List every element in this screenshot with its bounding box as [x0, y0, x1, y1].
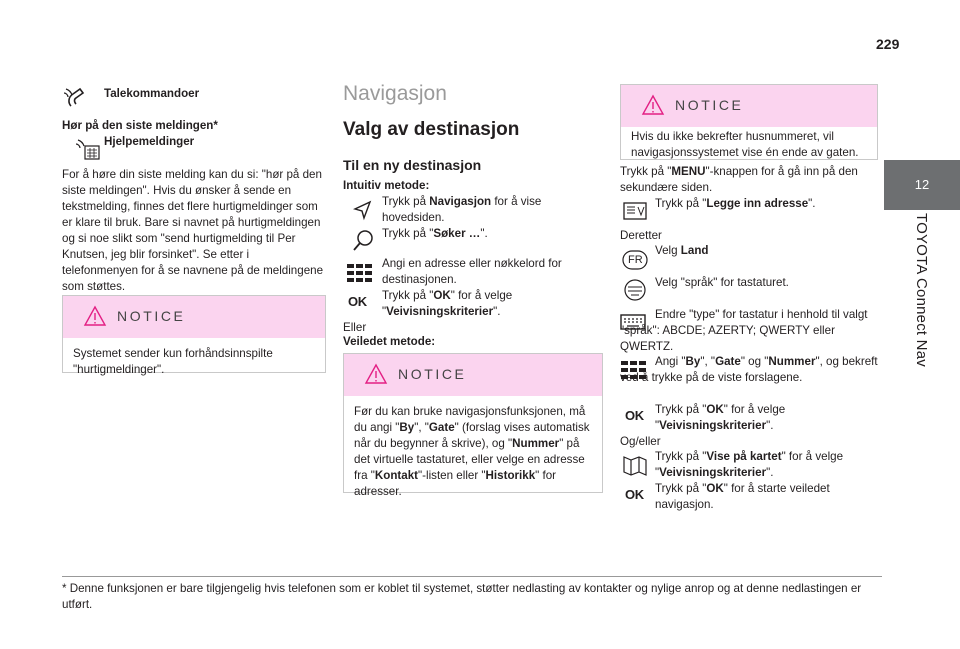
- new-destination-heading: Til en ny destinasjon: [343, 157, 482, 173]
- voice-commands-heading: Talekommandoer: [104, 87, 200, 100]
- map-icon: [622, 452, 648, 478]
- intuitive-method-label: Intuitiv metode:: [343, 179, 430, 192]
- step-search: Trykk på "Søker …".: [382, 227, 488, 240]
- step-ok: Trykk på "OK" for å velge "Veivisningskriterier".: [655, 403, 786, 432]
- section-title: Navigasjon: [343, 82, 447, 105]
- step-language: Velg "språk" for tastaturet.: [655, 276, 789, 289]
- ok-button-icon: OK: [625, 408, 644, 423]
- step-navigation: Trykk på Navigasjon for å vise hovedsiden.: [382, 195, 542, 224]
- or-label: Eller: [343, 321, 367, 334]
- navigation-arrow-icon: [350, 196, 376, 222]
- help-messages-heading: Hjelpemeldinger: [104, 135, 195, 148]
- notice-label: NOTICE: [398, 366, 467, 382]
- notice-text: Hvis du ikke bekrefter husnummeret, vil navigasjonssystemet vise én ende av gaten.: [631, 130, 859, 159]
- voice-body-text: For å høre din siste melding kan du si: "hør på den siste meldingen". Hvis du ønsker å sende en tekstmelding, finnes det flere hurtigmeldinger som er klare til bruk. Bare si navnet på hurtigmeldingen og si noe slikt som "send hurtigmelding til Per Knutsen, jeg blir forsinket". Se etter i telefonmenyen for å se navnene på de meldingene som støttes.: [62, 168, 324, 293]
- step-enter-address: Angi en adresse eller nøkkelord for destinasjonen.: [382, 257, 562, 286]
- help-messages-icon: [76, 136, 102, 162]
- address-entry-icon: [622, 198, 648, 224]
- step-country: Velg Land: [655, 244, 709, 257]
- warning-triangle-icon: [641, 94, 665, 116]
- notice-header: [344, 354, 602, 396]
- notice-text: Systemet sender kun forhåndsinnspilte "hurtigmeldinger".: [73, 347, 273, 376]
- ok-button-icon: OK: [625, 487, 644, 502]
- listen-last-message-line: Hør på den siste meldingen*: [62, 119, 218, 132]
- search-icon: [350, 228, 376, 254]
- warning-triangle-icon: [83, 305, 107, 327]
- notice-text: Før du kan bruke navigasjonsfunksjonen, må du angi "By", "Gate" (forslag vises automatisk når du begynner å skrive), og "Nummer" på det virtuelle tastaturet, eller velge en adresse fra "Kontakt"-listen eller "Historikk" for adresser.: [354, 405, 590, 498]
- keyboard-grid-icon: [346, 260, 372, 286]
- ok-button-icon: OK: [348, 294, 367, 309]
- step-start-navigation: Trykk på "OK" for å starte veiledet navigasjon.: [655, 482, 830, 511]
- guided-method-label: Veiledet metode:: [343, 335, 436, 348]
- country-icon: [622, 247, 648, 273]
- page-number: 229: [876, 36, 900, 52]
- step-enter-address-menu: Trykk på "Legge inn adresse".: [655, 197, 816, 210]
- step-ok: Trykk på "OK" for å velge "Veivisningskriterier".: [382, 289, 513, 318]
- step-city-street-number: Angi "By", "Gate" og "Nummer", og bekreft ved å trykke på de viste forslagene.: [620, 355, 878, 384]
- menu-intro: Trykk på "MENU"-knappen for å gå inn på den sekundære siden.: [620, 165, 858, 194]
- chapter-tab[interactable]: 12: [884, 160, 960, 210]
- notice-box-2: [343, 353, 603, 498]
- step-keyboard-type: Endre "type" for tastatur i henhold til valgt "språk": ABCDE; AZERTY; QWERTY eller QWERTZ.: [620, 308, 868, 353]
- notice-box-1: [62, 295, 326, 376]
- notice-label: NOTICE: [675, 97, 744, 113]
- warning-triangle-icon: [364, 363, 388, 385]
- voice-command-icon: [62, 84, 88, 110]
- then-label: Deretter: [620, 229, 662, 242]
- notice-header: [63, 296, 325, 338]
- or-else-label: Og/eller: [620, 435, 661, 448]
- section-subtitle: Valg av destinasjon: [343, 119, 520, 140]
- notice-label: NOTICE: [117, 308, 186, 324]
- step-show-on-map: Trykk på "Vise på kartet" for å velge "Veivisningskriterier".: [655, 450, 844, 479]
- language-keyboard-icon: [622, 277, 648, 303]
- notice-header: [621, 85, 877, 127]
- country-code: FR: [628, 254, 643, 266]
- footnote: * Denne funksjonen er bare tilgjengelig hvis telefonen som er koblet til systemet, støtter nedlasting av kontakter og nylige anrop og at denne nedlastingen er utført.: [62, 576, 882, 613]
- notice-box-3: [620, 84, 878, 160]
- side-title: TOYOTA Connect Nav: [913, 213, 930, 367]
